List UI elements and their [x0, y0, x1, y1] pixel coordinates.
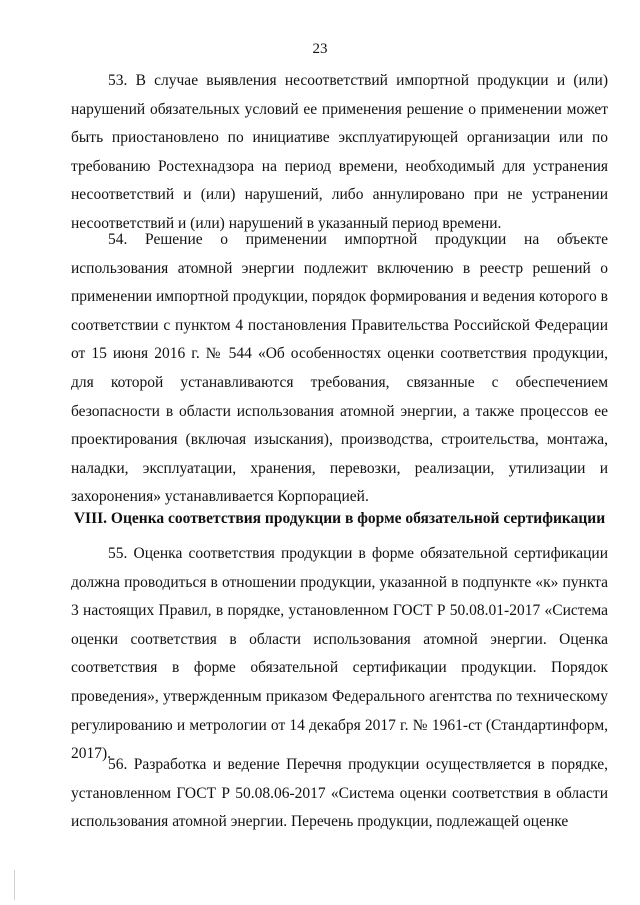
paragraph-56: 56. Разработка и ведение Перечня продукции осуществляется в порядке, установленном ГОСТ Р 50.08.06-2017 «Система оценки соответствия в области использования атомной энергии. Перечень продукции, подлежащей оценке	[71, 756, 608, 831]
scan-edge-line	[14, 870, 15, 900]
paragraph-55: 55. Оценка соответствия продукции в форме обязательной сертификации должна проводиться в отношении продукции, указанной в подпункте «к» пункта 3 настоящих Правил, в порядке, установленном ГОСТ Р 50.08.01-2017 «Система оценки соответствия в области использования атомной энергии. Оценка соответствия в форме обязательной сертификации продукции. Порядок проведения», утвержденным приказом Федерального агентства по техническому регулированию и метрологии от 14 декабря 2017 г. № 1961-ст (Стандартинформ, 2017).	[71, 545, 608, 763]
section-heading-block	[71, 505, 608, 533]
paragraph-block-55	[71, 540, 608, 769]
section-heading: VIII. Оценка соответствия продукции в форме обязательной сертификации	[73, 510, 606, 527]
paragraph-block-56	[71, 751, 608, 837]
paragraph-53: 53. В случае выявления несоответствий импортной продукции и (или) нарушений обязательных условий ее применения решение о применении может быть приостановлено по инициативе эксплуатирующей организации или по требованию Ростехнадзора на период времени, необходимый для устранения несоответствий и (или) нарушений, либо аннулировано при не устранении несоответствий и (или) нарушений в указанный период времени.	[71, 72, 608, 232]
paragraph-block-53	[71, 67, 608, 239]
paragraph-54: 54. Решение о применении импортной продукции на объекте использования атомной энергии подлежит включению в реестр решений о применении импортной продукции, порядок формирования и ведения которого в соответствии с пунктом 4 постановления Правительства Российской Федерации от 15 июня 2016 г. № 544 «Об особенностях оценки соответствия продукции, для которой устанавливаются требования, связанные с обеспечением безопасности в области использования атомной энергии, а также процессов ее проектирования (включая изыскания), производства, строительства, монтажа, наладки, эксплуатации, хранения, перевозки, реализации, утилизации и захоронения» устанавливается Корпорацией.	[71, 231, 608, 506]
page-number: 23	[312, 41, 328, 57]
paragraph-block-54	[71, 226, 608, 512]
